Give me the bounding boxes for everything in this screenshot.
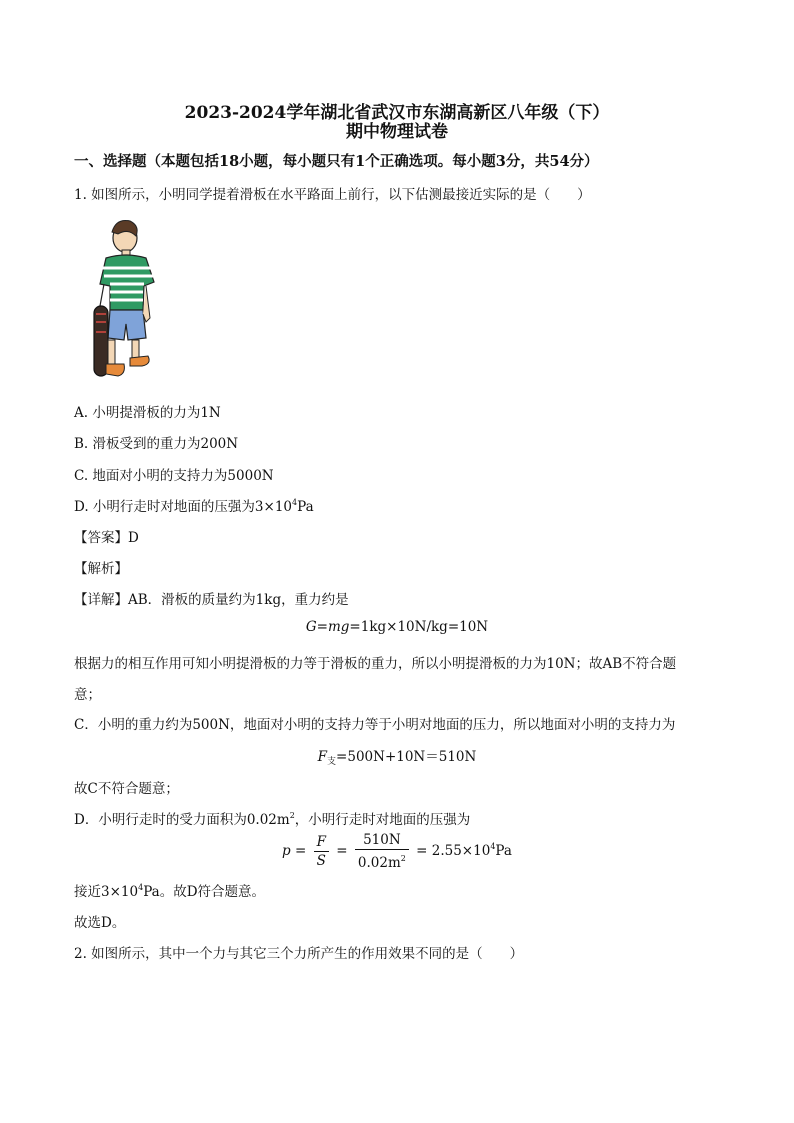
fraction-values: [355, 832, 409, 871]
option-b: B. 滑板受到的重力为200N: [74, 436, 239, 452]
detail-text-1: AB．滑板的质量约为1kg，重力约是: [128, 592, 349, 608]
conclusion: 故选D。: [74, 915, 126, 931]
option-d-unit: Pa: [297, 499, 314, 515]
formula-gravity: [0, 619, 794, 635]
question-2-stem: 2. 如图所示，其中一个力与其它三个力所产生的作用效果不同的是（ ）: [74, 946, 524, 962]
option-c: C. 地面对小明的支持力为5000N: [74, 468, 274, 484]
detail-line-5: [74, 808, 470, 828]
option-d-text: D. 小明行走时对地面的压强为3×10: [74, 499, 293, 515]
doc-title-line2: 期中物理试卷: [346, 122, 448, 142]
fraction-f-over-s: [314, 834, 329, 869]
detail-5-post: ，小明行走时对地面的压强为: [294, 812, 471, 828]
formula-result-unit: Pa: [495, 843, 512, 859]
option-d: [74, 495, 314, 515]
formula-pressure: [0, 832, 794, 871]
fraction-numerator: 510N: [355, 832, 409, 850]
answer-value: D: [128, 530, 139, 546]
fraction-f: F: [314, 834, 329, 852]
detail-line-2b: 意；: [74, 687, 101, 703]
detail-line-4: 故C不符合题意；: [74, 781, 179, 797]
formula-rest: =1kg×10N/kg=10N: [349, 619, 489, 635]
detail-6-sup: 4: [138, 883, 144, 892]
formula-f: F: [317, 749, 328, 765]
formula-p: p: [282, 843, 291, 859]
option-a: A. 小明提滑板的力为1N: [74, 405, 221, 421]
detail-line-1: [74, 588, 349, 608]
formula-p-eq2: =: [331, 843, 352, 859]
fraction-denominator: [355, 850, 409, 871]
formula-support-force: [0, 745, 794, 767]
detail-5-sup: 2: [289, 811, 295, 820]
detail-line-3: C．小明的重力约为500N，地面对小明的支持力等于小明对地面的压力，所以地面对小明的支持力为: [74, 717, 676, 733]
formula-mg: mg: [327, 619, 350, 635]
fraction-den-sup: 2: [400, 854, 406, 863]
question-1-stem: 1. 如图所示，小明同学提着滑板在水平路面上前行，以下估测最接近实际的是（ ）: [74, 187, 591, 203]
formula-p-eq1: =: [290, 843, 311, 859]
detail-5-pre: D．小明行走时的受力面积为0.02m: [74, 812, 290, 828]
answer-label: 【答案】: [74, 530, 128, 546]
answer-line: [74, 526, 139, 546]
boy-carrying-skateboard-icon: [80, 214, 160, 388]
boy-skateboard-figure: [80, 214, 160, 388]
detail-6-pre: 接近3×10: [74, 884, 139, 900]
detail-label: 【详解】: [74, 592, 128, 608]
formula-f-rest: =500N+10N＝510N: [336, 749, 477, 765]
detail-line-6: [74, 880, 265, 900]
section-heading: 一、选择题（本题包括18小题，每小题只有1个正确选项。每小题3分，共54分）: [74, 153, 599, 170]
formula-eq: =: [316, 619, 328, 635]
analysis-label: 【解析】: [74, 561, 128, 577]
detail-6-post: Pa。故D符合题意。: [143, 884, 266, 900]
option-d-exponent: 4: [292, 498, 298, 507]
detail-line-2a: 根据力的相互作用可知小明提滑板的力等于滑板的重力，所以小明提滑板的力为10N；故AB不符合题: [74, 656, 677, 672]
formula-result-sup: 4: [490, 842, 496, 851]
doc-title-line1: 2023-2024学年湖北省武汉市东湖高新区八年级（下）: [184, 103, 610, 123]
formula-g: G: [305, 619, 317, 635]
formula-f-sub: 支: [327, 757, 337, 767]
fraction-s: S: [316, 853, 326, 869]
formula-result: = 2.55×10: [411, 843, 491, 859]
fraction-den-value: 0.02m: [357, 855, 401, 871]
